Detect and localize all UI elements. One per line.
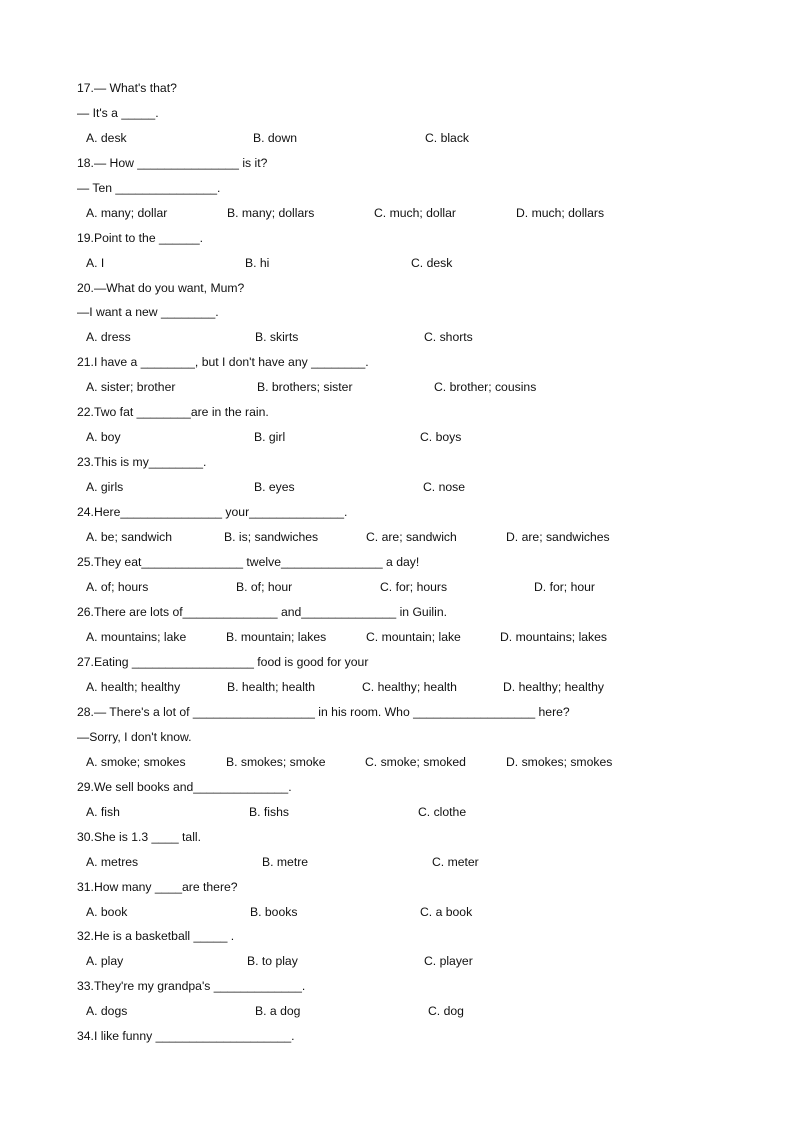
question-27-option-c: C. healthy; health xyxy=(362,680,457,694)
question-33-option-b: B. a dog xyxy=(255,1004,301,1018)
question-24-option-d: D. are; sandwiches xyxy=(506,530,610,544)
question-18-stem: 18.— How _______________ is it? xyxy=(77,156,268,170)
question-25-option-d: D. for; hour xyxy=(534,580,595,594)
question-17-stem: 17.— What's that? xyxy=(77,81,177,95)
question-18-option-d: D. much; dollars xyxy=(516,206,605,220)
question-30-option-b: B. metre xyxy=(262,855,309,869)
question-21-stem: 21.I have a ________, but I don't have any ________. xyxy=(77,355,369,369)
question-28-option-c: C. smoke; smoked xyxy=(365,755,466,769)
question-27-option-b: B. health; health xyxy=(227,680,316,694)
question-17-answer-line: — It's a _____. xyxy=(77,106,159,120)
question-18-option-b: B. many; dollars xyxy=(227,206,315,220)
question-18-answer-line: — Ten _______________. xyxy=(77,181,221,195)
question-27-option-d: D. healthy; healthy xyxy=(503,680,604,694)
question-25-option-b: B. of; hour xyxy=(236,580,293,594)
question-34-stem: 34.I like funny ____________________. xyxy=(77,1029,295,1043)
question-19-stem: 19.Point to the ______. xyxy=(77,231,204,245)
question-23-stem: 23.This is my________. xyxy=(77,455,207,469)
question-22-option-b: B. girl xyxy=(254,430,286,444)
question-26-stem: 26.There are lots of______________ and______________ in Guilin. xyxy=(77,605,447,619)
question-24-option-a: A. be; sandwich xyxy=(86,530,173,544)
question-21-option-a: A. sister; brother xyxy=(86,380,176,394)
question-26-option-c: C. mountain; lake xyxy=(366,630,461,644)
question-26-option-d: D. mountains; lakes xyxy=(500,630,608,644)
question-18-option-a: A. many; dollar xyxy=(86,206,168,220)
question-23-option-b: B. eyes xyxy=(254,480,295,494)
question-32-option-a: A. play xyxy=(86,954,124,968)
question-28-option-b: B. smokes; smoke xyxy=(226,755,326,769)
question-33-option-c: C. dog xyxy=(428,1004,464,1018)
question-24-option-c: C. are; sandwich xyxy=(366,530,457,544)
question-25-stem: 25.They eat_______________ twelve_______________ a day! xyxy=(77,555,420,569)
question-27-stem: 27.Eating __________________ food is good for your xyxy=(77,655,369,669)
question-21-option-b: B. brothers; sister xyxy=(257,380,353,394)
question-31-stem: 31.How many ____are there? xyxy=(77,880,238,894)
question-20-option-b: B. skirts xyxy=(255,330,299,344)
question-29-stem: 29.We sell books and______________. xyxy=(77,780,292,794)
question-28-option-a: A. smoke; smokes xyxy=(86,755,186,769)
question-22-option-a: A. boy xyxy=(86,430,121,444)
question-22-option-c: C. boys xyxy=(420,430,462,444)
question-31-option-c: C. a book xyxy=(420,905,473,919)
question-33-option-a: A. dogs xyxy=(86,1004,128,1018)
question-19-option-a: A. I xyxy=(86,256,105,270)
question-23-option-a: A. girls xyxy=(86,480,124,494)
question-31-option-a: A. book xyxy=(86,905,128,919)
question-19-option-c: C. desk xyxy=(411,256,453,270)
question-20-answer-line: —I want a new ________. xyxy=(77,305,219,319)
question-29-option-a: A. fish xyxy=(86,805,120,819)
question-30-option-c: C. meter xyxy=(432,855,479,869)
question-28-answer-line: —Sorry, I don't know. xyxy=(77,730,192,744)
question-32-stem: 32.He is a basketball _____ . xyxy=(77,929,235,943)
question-30-stem: 30.She is 1.3 ____ tall. xyxy=(77,830,201,844)
question-24-option-b: B. is; sandwiches xyxy=(224,530,319,544)
question-28-option-d: D. smokes; smokes xyxy=(506,755,613,769)
question-32-option-b: B. to play xyxy=(247,954,298,968)
question-25-option-a: A. of; hours xyxy=(86,580,149,594)
question-22-stem: 22.Two fat ________are in the rain. xyxy=(77,405,269,419)
question-26-option-b: B. mountain; lakes xyxy=(226,630,327,644)
question-33-stem: 33.They're my grandpa's _____________. xyxy=(77,979,306,993)
question-25-option-c: C. for; hours xyxy=(380,580,448,594)
question-17-option-c: C. black xyxy=(425,131,470,145)
question-29-option-c: C. clothe xyxy=(418,805,467,819)
question-17-option-a: A. desk xyxy=(86,131,127,145)
question-27-option-a: A. health; healthy xyxy=(86,680,181,694)
question-26-option-a: A. mountains; lake xyxy=(86,630,187,644)
question-23-option-c: C. nose xyxy=(423,480,466,494)
question-21-option-c: C. brother; cousins xyxy=(434,380,537,394)
question-18-option-c: C. much; dollar xyxy=(374,206,456,220)
question-24-stem: 24.Here_______________ your______________. xyxy=(77,505,348,519)
question-28-stem: 28.— There's a lot of __________________ in his room. Who __________________ here? xyxy=(77,705,570,719)
question-29-option-b: B. fishs xyxy=(249,805,289,819)
question-19-option-b: B. hi xyxy=(245,256,270,270)
question-20-stem: 20.—What do you want, Mum? xyxy=(77,281,245,295)
question-20-option-a: A. dress xyxy=(86,330,131,344)
question-20-option-c: C. shorts xyxy=(424,330,473,344)
question-31-option-b: B. books xyxy=(250,905,298,919)
question-30-option-a: A. metres xyxy=(86,855,139,869)
question-17-option-b: B. down xyxy=(253,131,298,145)
question-32-option-c: C. player xyxy=(424,954,473,968)
